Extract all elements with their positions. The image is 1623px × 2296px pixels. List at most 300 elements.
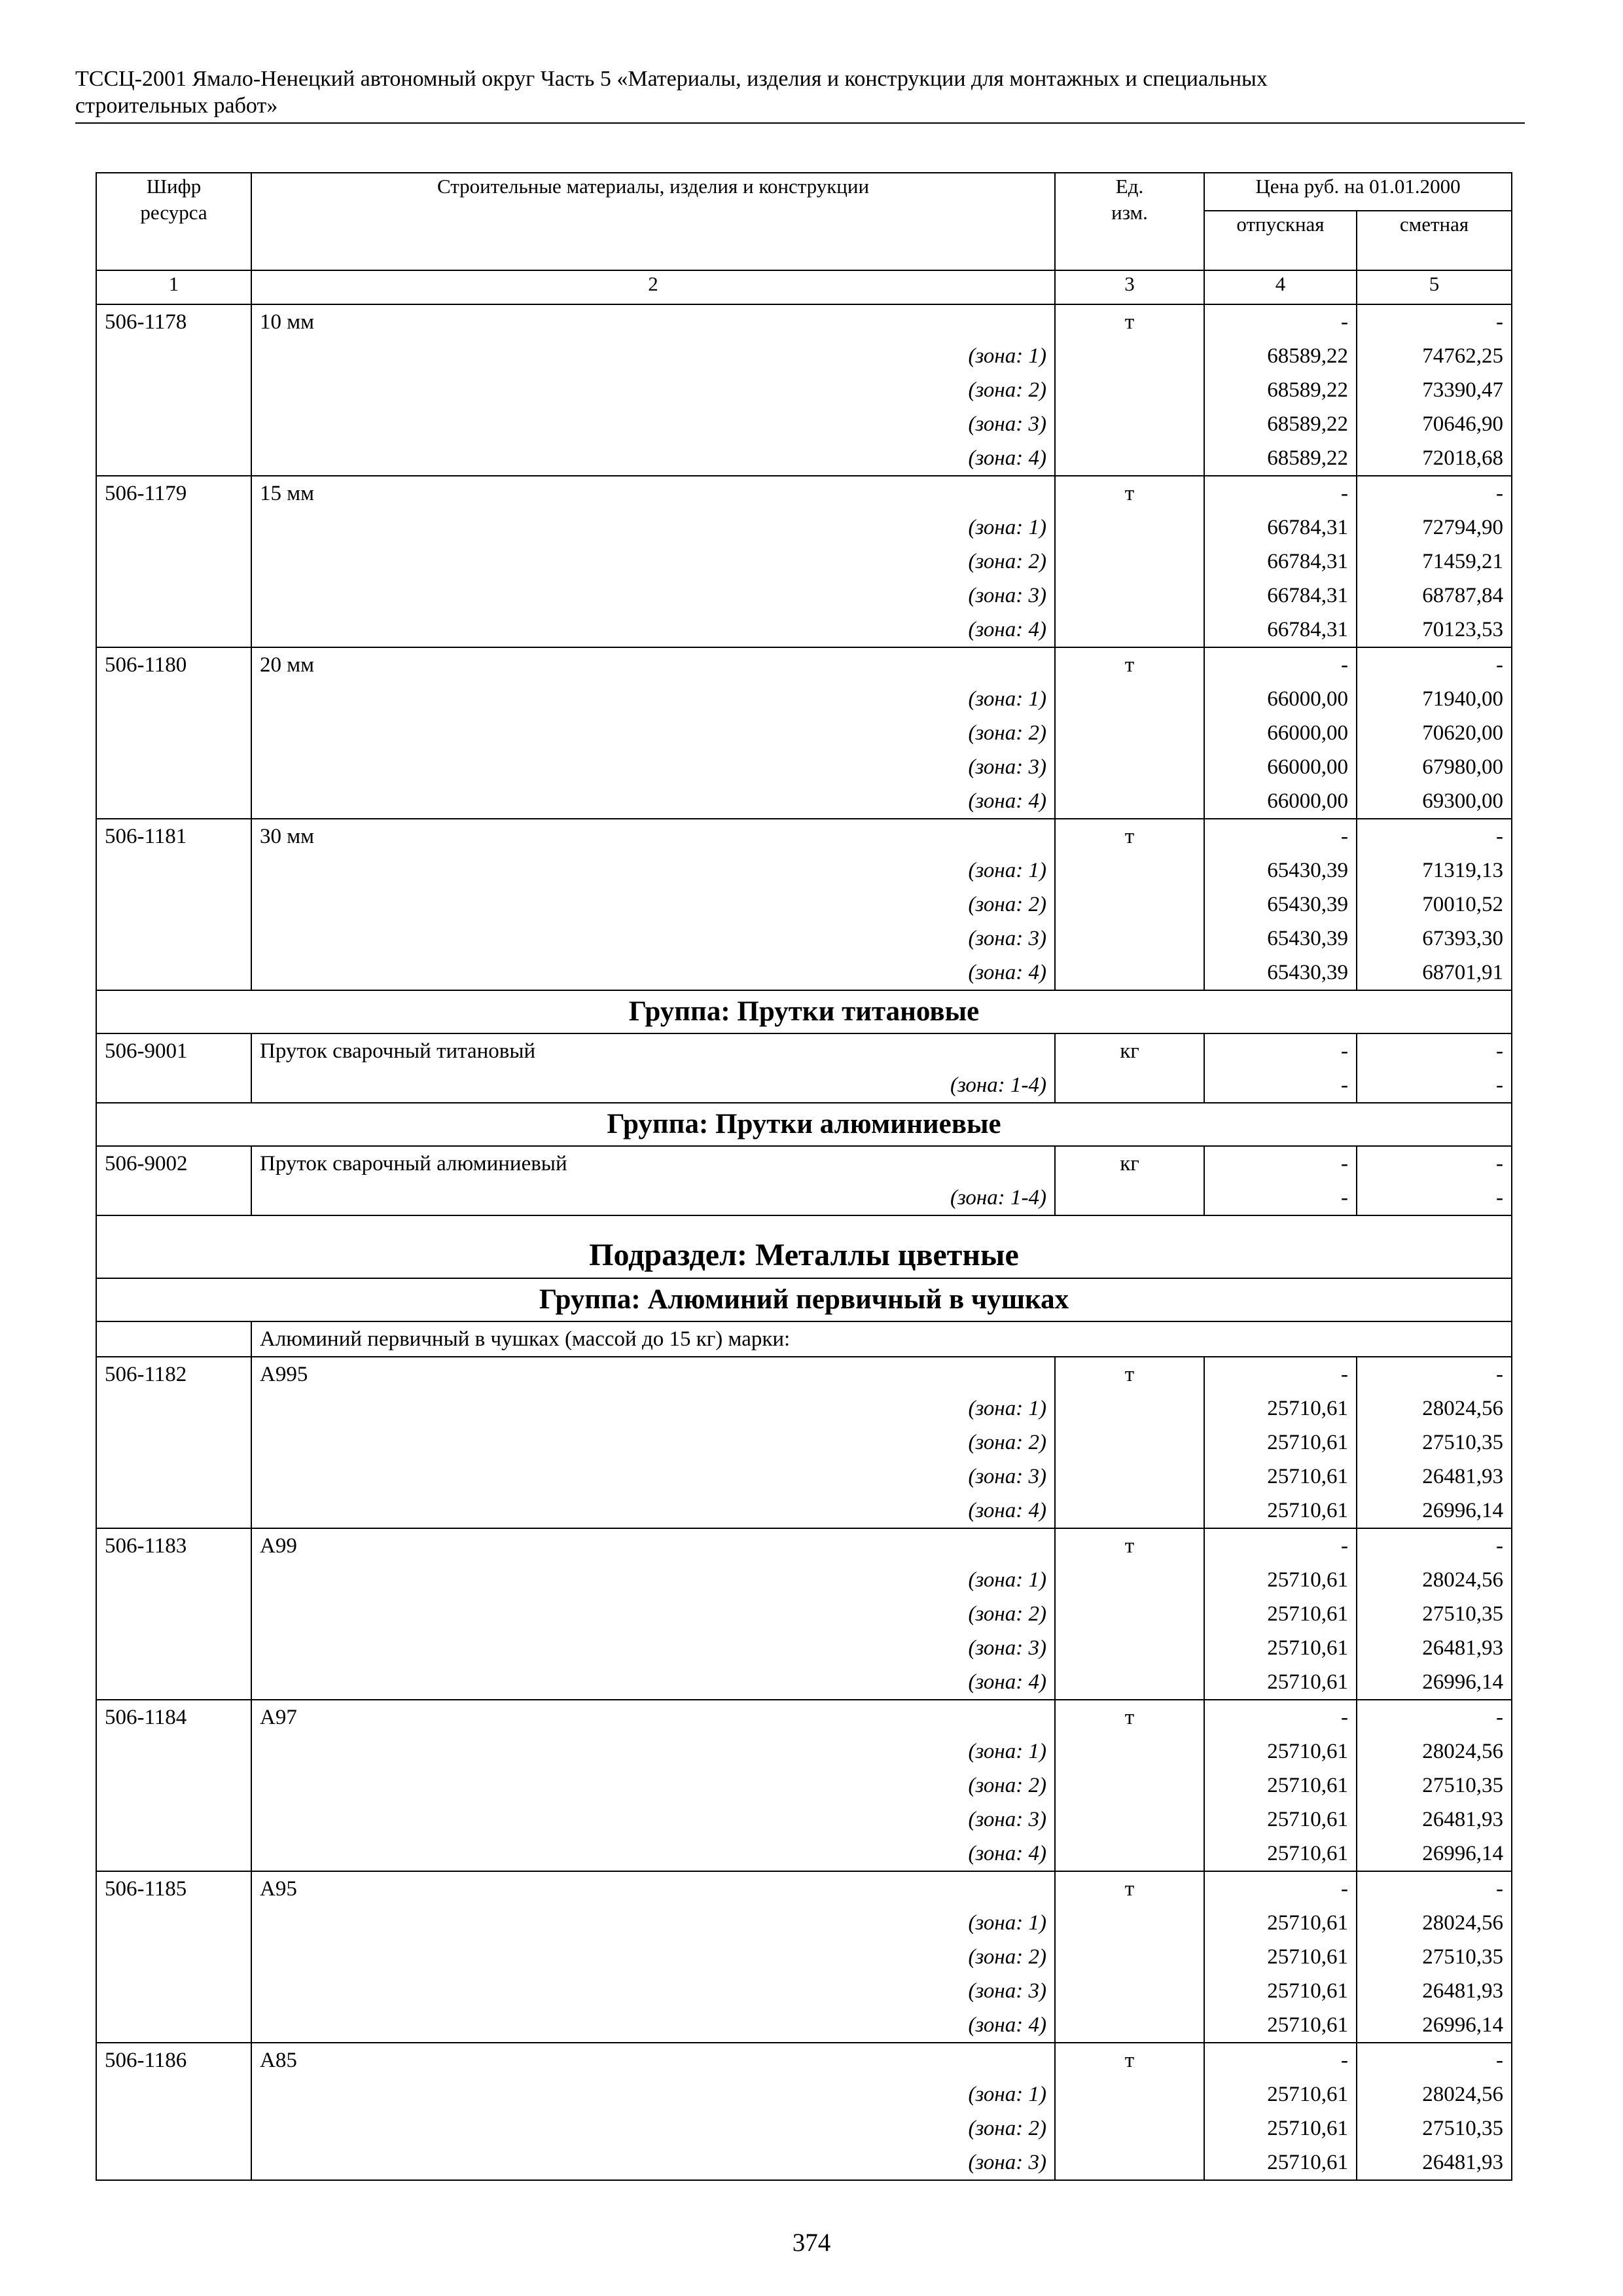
resource-code-empty	[96, 339, 251, 373]
estimate-price: 72018,68	[1357, 441, 1512, 476]
unit-empty	[1055, 579, 1204, 613]
zone-row	[96, 613, 1512, 647]
zone-row	[96, 1460, 1512, 1494]
resource-code-empty	[96, 1597, 251, 1631]
unit-empty	[1055, 888, 1204, 922]
estimate-price: -	[1357, 1357, 1512, 1391]
group-heading: Группа: Прутки титановые	[96, 990, 1512, 1033]
resource-code-empty	[96, 441, 251, 476]
release-price: -	[1204, 647, 1357, 682]
zone-row	[96, 511, 1512, 545]
estimate-price: -	[1357, 647, 1512, 682]
estimate-price: -	[1357, 476, 1512, 511]
material-name: 30 мм	[251, 819, 1055, 853]
unit-of-measure: т	[1055, 304, 1204, 339]
material-name: Пруток сварочный алюминиевый	[251, 1146, 1055, 1181]
release-price: 66000,00	[1204, 682, 1357, 716]
zone-label: (зона: 2)	[251, 1426, 1055, 1460]
zone-row	[96, 1494, 1512, 1528]
estimate-price: 26481,93	[1357, 1974, 1512, 2008]
zone-row	[96, 1940, 1512, 1974]
running-header-line2: строительных работ»	[75, 94, 278, 118]
estimate-price: -	[1357, 2043, 1512, 2077]
estimate-price: 28024,56	[1357, 1391, 1512, 1426]
release-price: 25710,61	[1204, 1768, 1357, 1803]
release-price: 66784,31	[1204, 511, 1357, 545]
zone-row	[96, 1665, 1512, 1700]
zone-label: (зона: 4)	[251, 613, 1055, 647]
col-header-code	[96, 173, 251, 270]
release-price: 66000,00	[1204, 716, 1357, 750]
estimate-price: 27510,35	[1357, 1768, 1512, 1803]
estimate-price: 27510,35	[1357, 1597, 1512, 1631]
unit-empty	[1055, 2077, 1204, 2111]
estimate-price: 74762,25	[1357, 339, 1512, 373]
unit-empty	[1055, 1181, 1204, 1215]
unit-of-measure: т	[1055, 819, 1204, 853]
release-price: -	[1204, 1700, 1357, 1734]
resource-code-empty	[96, 1631, 251, 1665]
estimate-price: 27510,35	[1357, 1426, 1512, 1460]
table-row	[96, 819, 1512, 853]
zone-row	[96, 441, 1512, 476]
estimate-price: -	[1357, 1871, 1512, 1906]
zone-label: (зона: 3)	[251, 407, 1055, 441]
release-price: 25710,61	[1204, 1940, 1357, 1974]
resource-code-empty	[96, 2111, 251, 2145]
zone-label: (зона: 3)	[251, 922, 1055, 956]
resource-code-empty	[96, 1068, 251, 1103]
col-header-unit-line1: Ед.	[1115, 175, 1144, 198]
zone-row	[96, 1181, 1512, 1215]
col-header-estimate: сметная	[1357, 211, 1512, 270]
estimate-price: 26996,14	[1357, 2008, 1512, 2043]
estimate-price: -	[1357, 1700, 1512, 1734]
unit-empty	[1055, 545, 1204, 579]
material-name: А99	[251, 1528, 1055, 1563]
zone-row	[96, 2145, 1512, 2180]
release-price: 25710,61	[1204, 1597, 1357, 1631]
resource-code-empty	[96, 1906, 251, 1940]
zone-row	[96, 784, 1512, 819]
resource-code-empty	[96, 784, 251, 819]
unit-empty	[1055, 407, 1204, 441]
table-header	[96, 173, 1512, 304]
release-price: 25710,61	[1204, 1391, 1357, 1426]
material-name: А95	[251, 1871, 1055, 1906]
zone-label: (зона: 1)	[251, 1734, 1055, 1768]
zone-label: (зона: 1-4)	[251, 1068, 1055, 1103]
unit-empty	[1055, 613, 1204, 647]
unit-of-measure: т	[1055, 1871, 1204, 1906]
release-price: -	[1204, 1068, 1357, 1103]
resource-code-empty	[96, 2008, 251, 2043]
unit-empty	[1055, 1068, 1204, 1103]
release-price: 66000,00	[1204, 750, 1357, 784]
zone-label: (зона: 1)	[251, 853, 1055, 888]
unit-empty	[1055, 2145, 1204, 2180]
estimate-price: 69300,00	[1357, 784, 1512, 819]
estimate-price: 70010,52	[1357, 888, 1512, 922]
zone-row	[96, 750, 1512, 784]
group-heading-row	[96, 1278, 1512, 1321]
zone-label: (зона: 4)	[251, 1665, 1055, 1700]
group-heading: Группа: Алюминий первичный в чушках	[96, 1278, 1512, 1321]
estimate-price: 68701,91	[1357, 956, 1512, 990]
release-price: 66784,31	[1204, 579, 1357, 613]
resource-code-empty	[96, 613, 251, 647]
zone-label: (зона: 1)	[251, 682, 1055, 716]
unit-empty	[1055, 2111, 1204, 2145]
zone-row	[96, 1906, 1512, 1940]
resource-code-empty	[96, 682, 251, 716]
material-name: А85	[251, 2043, 1055, 2077]
resource-code: 506-1181	[96, 819, 251, 853]
zone-label: (зона: 1)	[251, 1391, 1055, 1426]
col-number-2: 2	[251, 270, 1055, 304]
unit-empty	[1055, 1563, 1204, 1597]
unit-empty	[1055, 1734, 1204, 1768]
table-body	[96, 304, 1512, 2180]
estimate-price: 27510,35	[1357, 2111, 1512, 2145]
material-name: 15 мм	[251, 476, 1055, 511]
estimate-price: 26481,93	[1357, 2145, 1512, 2180]
zone-label: (зона: 1)	[251, 1906, 1055, 1940]
zone-label: (зона: 3)	[251, 750, 1055, 784]
unit-empty	[1055, 1460, 1204, 1494]
unit-empty	[1055, 784, 1204, 819]
resource-code-empty	[96, 1460, 251, 1494]
resource-code-empty	[96, 956, 251, 990]
resource-code: 506-1178	[96, 304, 251, 339]
zone-row	[96, 1391, 1512, 1426]
zone-row	[96, 373, 1512, 407]
unit-empty	[1055, 2008, 1204, 2043]
zone-row	[96, 716, 1512, 750]
zone-row	[96, 1837, 1512, 1871]
unit-empty	[1055, 1597, 1204, 1631]
zone-label: (зона: 3)	[251, 1631, 1055, 1665]
zone-label: (зона: 4)	[251, 2008, 1055, 2043]
group-heading: Группа: Прутки алюминиевые	[96, 1103, 1512, 1146]
estimate-price: 28024,56	[1357, 2077, 1512, 2111]
unit-of-measure: кг	[1055, 1146, 1204, 1181]
col-header-unit-line2: изм.	[1111, 201, 1148, 224]
unit-empty	[1055, 441, 1204, 476]
estimate-price: 73390,47	[1357, 373, 1512, 407]
estimate-price: 67980,00	[1357, 750, 1512, 784]
release-price: 25710,61	[1204, 1665, 1357, 1700]
estimate-price: 26481,93	[1357, 1631, 1512, 1665]
release-price: 66784,31	[1204, 545, 1357, 579]
estimate-price: 70620,00	[1357, 716, 1512, 750]
zone-label: (зона: 4)	[251, 784, 1055, 819]
resource-code-empty	[96, 1734, 251, 1768]
resource-code-empty	[96, 1391, 251, 1426]
unit-empty	[1055, 1837, 1204, 1871]
estimate-price: 26481,93	[1357, 1460, 1512, 1494]
resource-code: 506-1184	[96, 1700, 251, 1734]
release-price: 25710,61	[1204, 1563, 1357, 1597]
zone-row	[96, 2077, 1512, 2111]
zone-label: (зона: 2)	[251, 888, 1055, 922]
zone-row	[96, 1803, 1512, 1837]
estimate-price: 28024,56	[1357, 1906, 1512, 1940]
price-table	[96, 172, 1512, 2181]
resource-code: 506-9002	[96, 1146, 251, 1181]
release-price: -	[1204, 304, 1357, 339]
release-price: 25710,61	[1204, 1837, 1357, 1871]
unit-empty	[1055, 682, 1204, 716]
release-price: 25710,61	[1204, 1426, 1357, 1460]
unit-empty	[1055, 1803, 1204, 1837]
release-price: 25710,61	[1204, 1803, 1357, 1837]
resource-code-empty	[96, 1837, 251, 1871]
unit-empty	[1055, 1940, 1204, 1974]
table-row	[96, 647, 1512, 682]
unit-empty	[1055, 511, 1204, 545]
estimate-price: 71940,00	[1357, 682, 1512, 716]
col-header-price: Цена руб. на 01.01.2000	[1204, 173, 1512, 211]
zone-row	[96, 1597, 1512, 1631]
unit-empty	[1055, 373, 1204, 407]
release-price: 25710,61	[1204, 2145, 1357, 2180]
resource-code-empty	[96, 511, 251, 545]
zone-label: (зона: 2)	[251, 716, 1055, 750]
release-price: 25710,61	[1204, 1974, 1357, 2008]
zone-row	[96, 2111, 1512, 2145]
zone-row	[96, 888, 1512, 922]
resource-code-empty	[96, 1940, 251, 1974]
estimate-price: 27510,35	[1357, 1940, 1512, 1974]
unit-of-measure: т	[1055, 2043, 1204, 2077]
group-heading-row	[96, 990, 1512, 1033]
col-header-release: отпускная	[1204, 211, 1357, 270]
release-price: -	[1204, 1357, 1357, 1391]
resource-code: 506-1179	[96, 476, 251, 511]
estimate-price: -	[1357, 1146, 1512, 1181]
zone-label: (зона: 2)	[251, 1597, 1055, 1631]
page-number: 374	[792, 2229, 831, 2257]
description-text: Алюминий первичный в чушках (массой до 15 кг) марки:	[251, 1321, 1512, 1357]
table-row	[96, 1357, 1512, 1391]
resource-code-empty	[96, 1803, 251, 1837]
resource-code-empty	[96, 888, 251, 922]
release-price: 25710,61	[1204, 2008, 1357, 2043]
zone-row	[96, 1768, 1512, 1803]
estimate-price: 28024,56	[1357, 1563, 1512, 1597]
material-name: А97	[251, 1700, 1055, 1734]
estimate-price: 28024,56	[1357, 1734, 1512, 1768]
estimate-price: -	[1357, 1068, 1512, 1103]
unit-empty	[1055, 853, 1204, 888]
resource-code-empty	[96, 1563, 251, 1597]
resource-code-empty	[96, 2077, 251, 2111]
unit-empty	[1055, 1391, 1204, 1426]
zone-label: (зона: 2)	[251, 1768, 1055, 1803]
zone-label: (зона: 4)	[251, 956, 1055, 990]
release-price: 66784,31	[1204, 613, 1357, 647]
resource-code-empty	[96, 373, 251, 407]
table-row	[96, 1033, 1512, 1068]
material-name: А995	[251, 1357, 1055, 1391]
table-row	[96, 1871, 1512, 1906]
col-number-1: 1	[96, 270, 251, 304]
unit-empty	[1055, 750, 1204, 784]
resource-code: 506-1183	[96, 1528, 251, 1563]
estimate-price: 26996,14	[1357, 1837, 1512, 1871]
estimate-price: 67393,30	[1357, 922, 1512, 956]
resource-code-empty	[96, 1426, 251, 1460]
resource-code-empty	[96, 1181, 251, 1215]
resource-code-empty	[96, 1665, 251, 1700]
zone-row	[96, 1563, 1512, 1597]
group-heading-row	[96, 1103, 1512, 1146]
col-header-name: Строительные материалы, изделия и конструкции	[251, 173, 1055, 270]
header-divider	[75, 122, 1525, 124]
estimate-price: -	[1357, 1033, 1512, 1068]
unit-empty	[1055, 1665, 1204, 1700]
resource-code-empty	[96, 579, 251, 613]
estimate-price: -	[1357, 1181, 1512, 1215]
zone-label: (зона: 4)	[251, 1837, 1055, 1871]
estimate-price: -	[1357, 819, 1512, 853]
unit-of-measure: т	[1055, 1528, 1204, 1563]
zone-row	[96, 956, 1512, 990]
col-number-4: 4	[1204, 270, 1357, 304]
zone-label: (зона: 3)	[251, 2145, 1055, 2180]
zone-label: (зона: 4)	[251, 1494, 1055, 1528]
release-price: 25710,61	[1204, 2111, 1357, 2145]
zone-row	[96, 1068, 1512, 1103]
estimate-price: 26996,14	[1357, 1494, 1512, 1528]
release-price: 68589,22	[1204, 373, 1357, 407]
release-price: 25710,61	[1204, 1734, 1357, 1768]
col-header-unit	[1055, 173, 1204, 270]
table-row	[96, 1528, 1512, 1563]
release-price: -	[1204, 1528, 1357, 1563]
subsection-heading: Подраздел: Металлы цветные	[96, 1215, 1512, 1278]
zone-row	[96, 2008, 1512, 2043]
release-price: 66000,00	[1204, 784, 1357, 819]
zone-row	[96, 1974, 1512, 2008]
zone-label: (зона: 1)	[251, 339, 1055, 373]
unit-of-measure: т	[1055, 476, 1204, 511]
running-header	[75, 65, 1522, 119]
release-price: -	[1204, 1033, 1357, 1068]
release-price: -	[1204, 1146, 1357, 1181]
unit-empty	[1055, 956, 1204, 990]
material-name: Пруток сварочный титановый	[251, 1033, 1055, 1068]
unit-empty	[1055, 1426, 1204, 1460]
estimate-price: -	[1357, 1528, 1512, 1563]
release-price: 68589,22	[1204, 407, 1357, 441]
zone-label: (зона: 3)	[251, 1460, 1055, 1494]
unit-empty	[1055, 1494, 1204, 1528]
resource-code: 506-1180	[96, 647, 251, 682]
release-price: -	[1204, 476, 1357, 511]
subsection-heading-row	[96, 1215, 1512, 1278]
release-price: 25710,61	[1204, 1631, 1357, 1665]
col-number-3: 3	[1055, 270, 1204, 304]
zone-label: (зона: 2)	[251, 2111, 1055, 2145]
zone-row	[96, 1426, 1512, 1460]
release-price: 25710,61	[1204, 1460, 1357, 1494]
col-header-code-line1: Шифр	[146, 175, 202, 198]
estimate-price: 26996,14	[1357, 1665, 1512, 1700]
zone-row	[96, 407, 1512, 441]
release-price: 65430,39	[1204, 853, 1357, 888]
resource-code-empty	[96, 1494, 251, 1528]
release-price: 65430,39	[1204, 956, 1357, 990]
unit-empty	[1055, 1906, 1204, 1940]
resource-code-empty	[96, 2145, 251, 2180]
estimate-price: 68787,84	[1357, 579, 1512, 613]
col-number-5: 5	[1357, 270, 1512, 304]
release-price: 25710,61	[1204, 2077, 1357, 2111]
zone-row	[96, 853, 1512, 888]
estimate-price: 26481,93	[1357, 1803, 1512, 1837]
material-name: 10 мм	[251, 304, 1055, 339]
resource-code-empty	[96, 750, 251, 784]
zone-row	[96, 1631, 1512, 1665]
zone-label: (зона: 1-4)	[251, 1181, 1055, 1215]
resource-code-empty	[96, 407, 251, 441]
table-row	[96, 2043, 1512, 2077]
release-price: -	[1204, 2043, 1357, 2077]
resource-code: 506-1186	[96, 2043, 251, 2077]
release-price: 25710,61	[1204, 1494, 1357, 1528]
zone-label: (зона: 2)	[251, 1940, 1055, 1974]
material-name: 20 мм	[251, 647, 1055, 682]
release-price: -	[1204, 1181, 1357, 1215]
estimate-price: -	[1357, 304, 1512, 339]
estimate-price: 72794,90	[1357, 511, 1512, 545]
resource-code: 506-9001	[96, 1033, 251, 1068]
estimate-price: 70123,53	[1357, 613, 1512, 647]
resource-code: 506-1185	[96, 1871, 251, 1906]
release-price: 25710,61	[1204, 1906, 1357, 1940]
zone-label: (зона: 3)	[251, 1974, 1055, 2008]
resource-code-empty	[96, 545, 251, 579]
running-header-line1: ТССЦ-2001 Ямало-Ненецкий автономный округ Часть 5 «Материалы, изделия и конструкции для монтажных и специальных	[75, 67, 1268, 91]
unit-of-measure: т	[1055, 647, 1204, 682]
description-row	[96, 1321, 1512, 1357]
table-row	[96, 1700, 1512, 1734]
zone-row	[96, 545, 1512, 579]
unit-empty	[1055, 1631, 1204, 1665]
unit-of-measure: т	[1055, 1700, 1204, 1734]
zone-row	[96, 682, 1512, 716]
resource-code-empty	[96, 1974, 251, 2008]
resource-code-empty	[96, 1768, 251, 1803]
zone-row	[96, 339, 1512, 373]
unit-empty	[1055, 1974, 1204, 2008]
unit-of-measure: т	[1055, 1357, 1204, 1391]
zone-row	[96, 922, 1512, 956]
zone-label: (зона: 1)	[251, 1563, 1055, 1597]
table-row	[96, 304, 1512, 339]
release-price: 68589,22	[1204, 339, 1357, 373]
release-price: 68589,22	[1204, 441, 1357, 476]
resource-code-empty	[96, 853, 251, 888]
release-price: -	[1204, 1871, 1357, 1906]
resource-code-empty	[96, 922, 251, 956]
unit-empty	[1055, 339, 1204, 373]
estimate-price: 71459,21	[1357, 545, 1512, 579]
resource-code-empty	[96, 716, 251, 750]
zone-row	[96, 579, 1512, 613]
